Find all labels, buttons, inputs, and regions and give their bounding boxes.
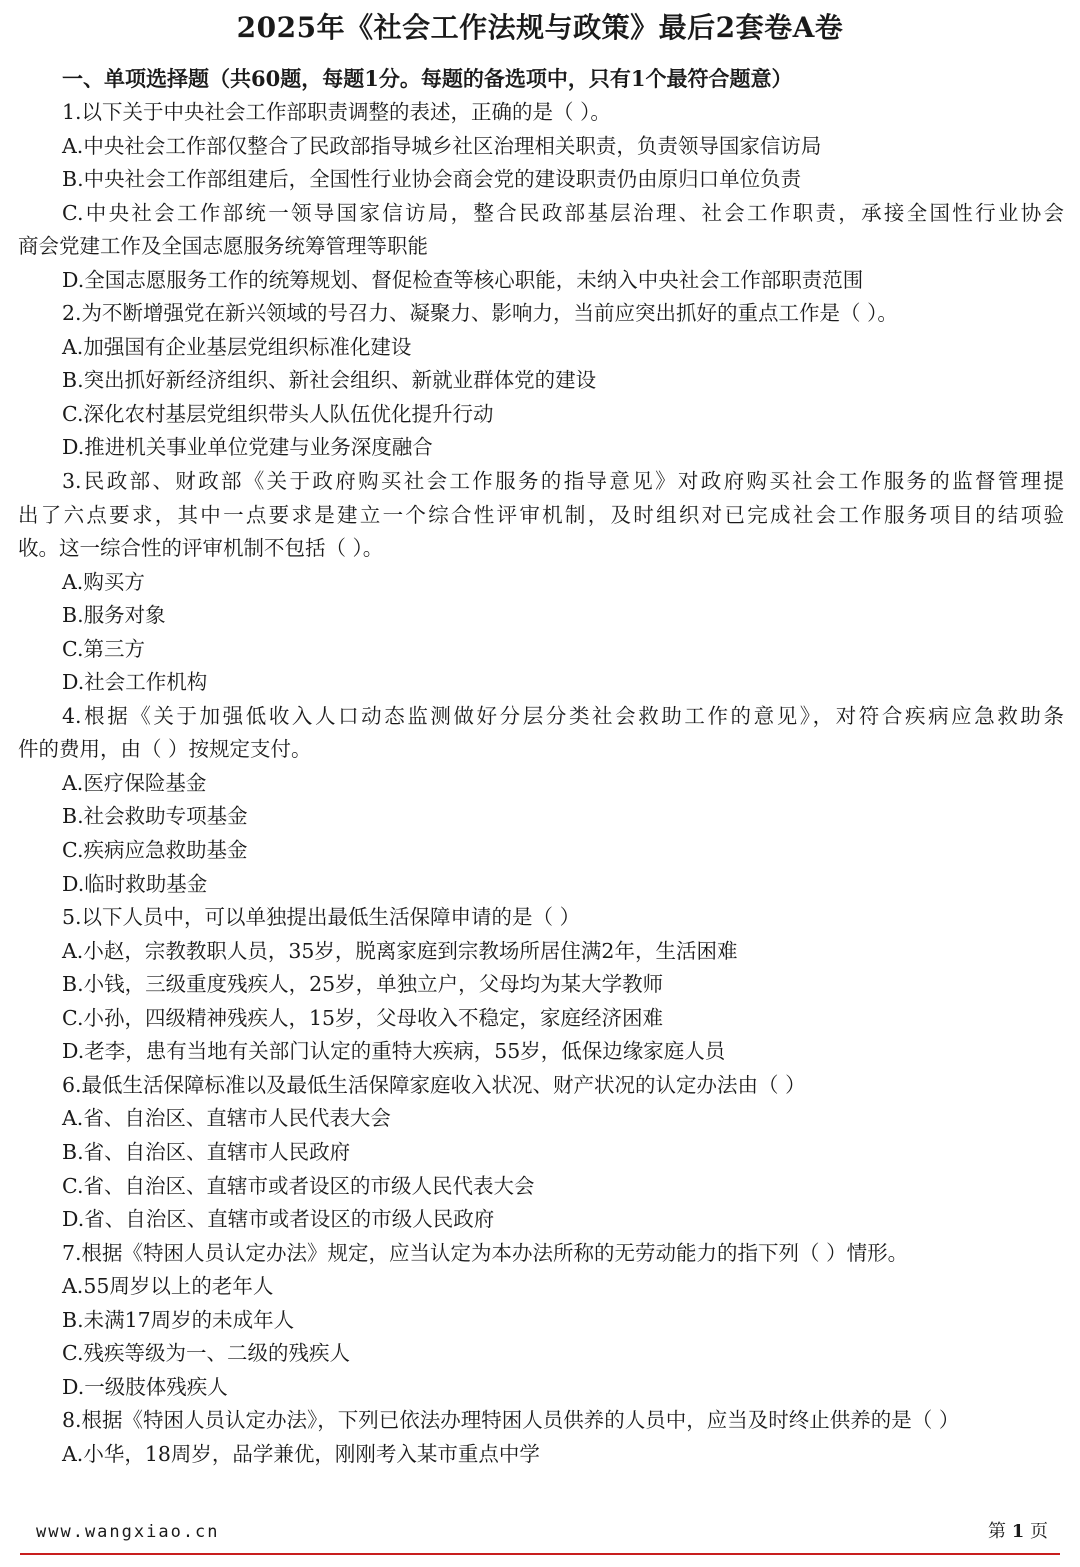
question-list bbox=[18, 96, 1064, 1471]
question-stem: 1.以下关于中央社会工作部职责调整的表述，正确的是（ ）。 bbox=[62, 100, 611, 124]
question-stem: 5.以下人员中，可以单独提出最低生活保障申请的是（ ） bbox=[62, 905, 581, 930]
section-heading: 一、单项选择题（共60题，每题1分。每题的备选项中，只有1个最符合题意） bbox=[62, 66, 793, 91]
answer-option: D.老李，患有当地有关部门认定的重特大疾病，55岁，低保边缘家庭人员 bbox=[62, 1039, 726, 1064]
question-stem: 4.根据《关于加强低收入人口动态监测做好分层分类社会救助工作的意见》，对符合疾病应急救助条 bbox=[62, 703, 1064, 728]
answer-option: B.小钱，三级重度残疾人，25岁，单独立户，父母均为某大学教师 bbox=[62, 972, 664, 997]
page-prefix: 第 bbox=[988, 1521, 1006, 1542]
page-suffix: 页 bbox=[1030, 1521, 1048, 1542]
answer-option: A.医疗保险基金 bbox=[62, 770, 207, 795]
question-stem: 2.为不断增强党在新兴领域的号召力、凝聚力、影响力，当前应突出抓好的重点工作是（ ）。 bbox=[62, 301, 898, 326]
footer-divider bbox=[20, 1553, 1060, 1555]
question-stem: 8.根据《特困人员认定办法》，下列已依法办理特困人员供养的人员中，应当及时终止供养的是（ ） bbox=[62, 1408, 960, 1433]
answer-option: C.省、自治区、直辖市或者设区的市级人民代表大会 bbox=[62, 1173, 535, 1198]
answer-option: C.残疾等级为一、二级的残疾人 bbox=[62, 1341, 350, 1366]
page-number bbox=[988, 1520, 1048, 1544]
text-line: 收。这一综合性的评审机制不包括（ ）。 bbox=[18, 536, 384, 561]
answer-option: B.未满17周岁的未成年人 bbox=[62, 1307, 295, 1332]
answer-option: B.省、自治区、直辖市人民政府 bbox=[62, 1139, 351, 1164]
footer-website: www.wangxiao.cn bbox=[36, 1522, 220, 1542]
answer-option: D.全国志愿服务工作的统筹规划、督促检查等核心职能，未纳入中央社会工作部职责范围 bbox=[62, 267, 864, 292]
answer-option: C.中央社会工作部统一领导国家信访局，整合民政部基层治理、社会工作职责，承接全国性行业协会 bbox=[62, 200, 1064, 225]
text-line: 商会党建工作及全国志愿服务统筹管理等职能 bbox=[18, 234, 428, 259]
answer-option: D.临时救助基金 bbox=[62, 871, 208, 896]
answer-option: A.小赵，宗教教职人员，35岁，脱离家庭到宗教场所居住满2年，生活困难 bbox=[62, 938, 738, 963]
answer-option: A.55周岁以上的老年人 bbox=[62, 1274, 274, 1299]
text-line: 件的费用，由（ ）按规定支付。 bbox=[18, 737, 312, 762]
answer-option: B.突出抓好新经济组织、新社会组织、新就业群体党的建设 bbox=[62, 368, 597, 393]
answer-option: D.社会工作机构 bbox=[62, 670, 208, 695]
question-stem: 7.根据《特困人员认定办法》规定，应当认定为本办法所称的无劳动能力的指下列（ ）情形。 bbox=[62, 1240, 909, 1265]
answer-option: B.社会救助专项基金 bbox=[62, 804, 248, 829]
answer-option: D.省、自治区、直辖市或者设区的市级人民政府 bbox=[62, 1207, 495, 1232]
answer-option: A.省、自治区、直辖市人民代表大会 bbox=[62, 1106, 391, 1131]
answer-option: B.中央社会工作部组建后，全国性行业协会商会党的建设职责仍由原归口单位负责 bbox=[62, 167, 802, 192]
text-line: 出了六点要求，其中一点要求是建立一个综合性评审机制，及时组织对已完成社会工作服务项目的结项验 bbox=[18, 502, 1064, 527]
question-stem: 3.民政部、财政部《关于政府购买社会工作服务的指导意见》对政府购买社会工作服务的监督管理提 bbox=[62, 469, 1064, 494]
answer-option: C.疾病应急救助基金 bbox=[62, 838, 248, 863]
answer-option: A.购买方 bbox=[62, 569, 145, 594]
answer-option: A.小华，18周岁，品学兼优，刚刚考入某市重点中学 bbox=[62, 1441, 540, 1466]
answer-option: C.深化农村基层党组织带头人队伍优化提升行动 bbox=[62, 401, 494, 426]
answer-option: C.小孙，四级精神残疾人，15岁，父母收入不稳定，家庭经济困难 bbox=[62, 1005, 664, 1030]
answer-option: B.服务对象 bbox=[62, 603, 166, 628]
answer-option: C.第三方 bbox=[62, 636, 145, 661]
answer-option: D.推进机关事业单位党建与业务深度融合 bbox=[62, 435, 433, 460]
answer-option: A.加强国有企业基层党组织标准化建设 bbox=[62, 334, 412, 359]
page-title: 2025年《社会工作法规与政策》最后2套卷A卷 bbox=[236, 11, 844, 44]
answer-option: A.中央社会工作部仅整合了民政部指导城乡社区治理相关职责，负责领导国家信访局 bbox=[62, 133, 822, 158]
answer-option: D.一级肢体残疾人 bbox=[62, 1374, 228, 1399]
page-number-value: 1 bbox=[1011, 1521, 1025, 1542]
question-stem: 6.最低生活保障标准以及最低生活保障家庭收入状况、财产状况的认定办法由（ ） bbox=[62, 1072, 806, 1097]
